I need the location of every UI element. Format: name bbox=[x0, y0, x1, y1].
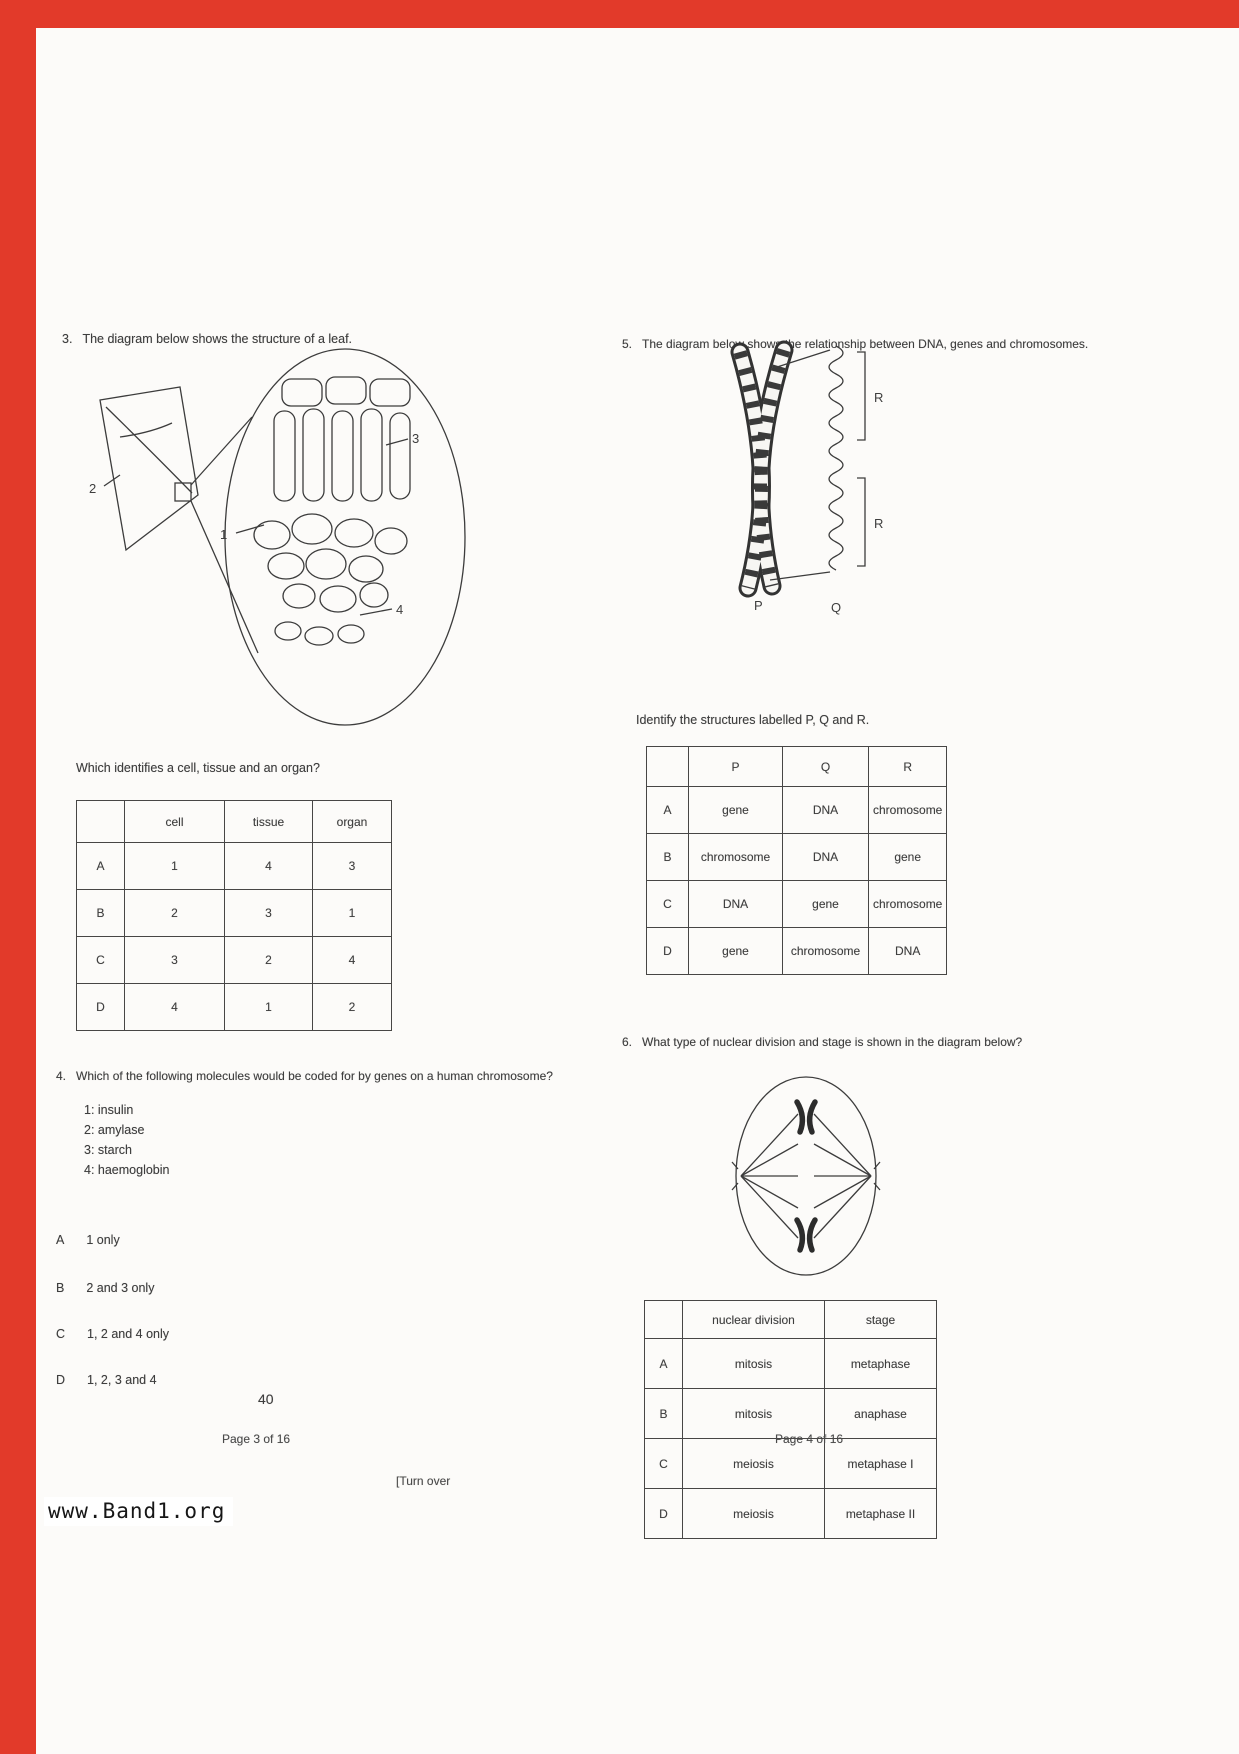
option-letter: B bbox=[647, 834, 689, 881]
cell: chromosome bbox=[689, 834, 783, 881]
cell: 2 bbox=[225, 937, 313, 984]
table-row bbox=[645, 1439, 937, 1489]
option-letter: D bbox=[647, 928, 689, 975]
cell: 4 bbox=[313, 937, 392, 984]
cell: 2 bbox=[125, 890, 225, 937]
page-number-left: Page 3 of 16 bbox=[222, 1432, 291, 1446]
leaf-wedge bbox=[100, 387, 198, 550]
leaf-label-1: 1 bbox=[220, 527, 228, 542]
table-header-row bbox=[647, 747, 947, 787]
label-r-bottom: R bbox=[874, 516, 884, 531]
watermark-url: www.Band1.org bbox=[44, 1497, 233, 1526]
table-row bbox=[645, 1489, 937, 1539]
cell: mitosis bbox=[683, 1389, 825, 1439]
option-letter: C bbox=[645, 1439, 683, 1489]
magnifier-ellipse bbox=[225, 349, 465, 725]
header-r: R bbox=[869, 747, 947, 787]
q6-answer-table bbox=[644, 1300, 937, 1539]
header-p: P bbox=[689, 747, 783, 787]
cell: mitosis bbox=[683, 1339, 825, 1389]
cell: 3 bbox=[225, 890, 313, 937]
label-4-line bbox=[360, 609, 392, 615]
header-q: Q bbox=[783, 747, 869, 787]
question-5-text: The diagram below shows the relationship between DNA, genes and chromosomes. bbox=[642, 337, 1089, 351]
q4-item-4: 4: haemoglobin bbox=[84, 1163, 170, 1177]
table-row bbox=[77, 984, 392, 1031]
header-stage: stage bbox=[825, 1301, 937, 1339]
q4-item-list bbox=[84, 1100, 169, 1180]
scan-red-bar-left bbox=[0, 0, 36, 1754]
question-3-text: The diagram below shows the structure of a leaf. bbox=[82, 332, 353, 346]
option-text: 1 only bbox=[86, 1233, 120, 1247]
q4-option-a bbox=[56, 1232, 120, 1249]
cell: 1 bbox=[313, 890, 392, 937]
cell: metaphase I bbox=[825, 1439, 937, 1489]
q5-answer-table bbox=[646, 746, 947, 975]
q4-item-1: 1: insulin bbox=[84, 1103, 134, 1117]
option-letter: B bbox=[56, 1281, 65, 1295]
cell: 3 bbox=[313, 843, 392, 890]
q4-option-d bbox=[56, 1372, 157, 1389]
dna-coil bbox=[829, 346, 843, 570]
label-p: P bbox=[754, 598, 763, 613]
table-row bbox=[77, 890, 392, 937]
table-header-row bbox=[77, 801, 392, 843]
upper-epidermis-cells bbox=[282, 377, 410, 406]
table-row bbox=[77, 843, 392, 890]
q4-item-3: 3: starch bbox=[84, 1143, 132, 1157]
cell: anaphase bbox=[825, 1389, 937, 1439]
cell: metaphase II bbox=[825, 1489, 937, 1539]
lower-epidermis-cells bbox=[275, 622, 364, 645]
page-number-right: Page 4 of 16 bbox=[775, 1432, 844, 1446]
question-3-prompt: Which identifies a cell, tissue and an organ? bbox=[76, 761, 320, 775]
cell: 1 bbox=[125, 843, 225, 890]
cell: chromosome bbox=[869, 881, 947, 928]
cell: DNA bbox=[869, 928, 947, 975]
nuclear-division-diagram bbox=[718, 1072, 898, 1282]
table-row bbox=[645, 1389, 937, 1439]
bracket-bottom bbox=[857, 478, 865, 566]
question-6-number: 6. bbox=[622, 1035, 633, 1049]
option-letter: C bbox=[647, 881, 689, 928]
q4-option-c bbox=[56, 1326, 169, 1343]
label-q: Q bbox=[831, 600, 842, 615]
cell: DNA bbox=[783, 834, 869, 881]
option-letter: C bbox=[56, 1327, 66, 1341]
cell: 3 bbox=[125, 937, 225, 984]
cell: 4 bbox=[125, 984, 225, 1031]
table-row bbox=[647, 881, 947, 928]
leaf-label-4: 4 bbox=[396, 602, 404, 617]
cell: gene bbox=[689, 787, 783, 834]
option-text: 1, 2, 3 and 4 bbox=[87, 1373, 157, 1387]
header-tissue: tissue bbox=[225, 801, 313, 843]
cell: gene bbox=[783, 881, 869, 928]
header-blank bbox=[77, 801, 125, 843]
cell: 2 bbox=[313, 984, 392, 1031]
header-blank bbox=[645, 1301, 683, 1339]
zoom-cone-line-bottom bbox=[191, 501, 258, 653]
option-text: 2 and 3 only bbox=[86, 1281, 155, 1295]
q3-answer-table bbox=[76, 800, 392, 1031]
header-blank bbox=[647, 747, 689, 787]
question-4-text: Which of the following molecules would be coded for by genes on a human chromosome? bbox=[76, 1069, 553, 1083]
label-3-line bbox=[386, 439, 408, 445]
cell: chromosome bbox=[783, 928, 869, 975]
spindle-fibres bbox=[741, 1114, 871, 1238]
leaf-structure-diagram bbox=[60, 345, 480, 745]
q4-option-b bbox=[56, 1280, 154, 1297]
turn-over-note: [Turn over bbox=[396, 1474, 451, 1488]
cell: metaphase bbox=[825, 1339, 937, 1389]
leaf-label-2: 2 bbox=[89, 481, 97, 496]
option-letter: D bbox=[77, 984, 125, 1031]
chromosomes-at-equator bbox=[797, 1102, 815, 1250]
option-letter: A bbox=[647, 787, 689, 834]
question-6-stem bbox=[622, 1034, 1022, 1050]
option-letter: A bbox=[645, 1339, 683, 1389]
header-nuclear-division: nuclear division bbox=[683, 1301, 825, 1339]
cell: 4 bbox=[225, 843, 313, 890]
table-row bbox=[645, 1339, 937, 1389]
table-header-row bbox=[645, 1301, 937, 1339]
question-4-number: 4. bbox=[56, 1069, 67, 1083]
question-5-number: 5. bbox=[622, 337, 633, 351]
option-letter: B bbox=[77, 890, 125, 937]
header-organ: organ bbox=[313, 801, 392, 843]
handwritten-mark: 40 bbox=[258, 1391, 274, 1407]
cell: DNA bbox=[783, 787, 869, 834]
option-letter: A bbox=[56, 1233, 65, 1247]
spongy-mesophyll-cells bbox=[254, 514, 407, 612]
bracket-top bbox=[857, 352, 865, 440]
q4-item-2: 2: amylase bbox=[84, 1123, 145, 1137]
label-1-line bbox=[236, 525, 264, 533]
cell: meiosis bbox=[683, 1439, 825, 1489]
question-3-number: 3. bbox=[62, 332, 73, 346]
zoom-cone-line-top bbox=[191, 417, 252, 485]
table-row bbox=[647, 787, 947, 834]
question-6-text: What type of nuclear division and stage is shown in the diagram below? bbox=[642, 1035, 1023, 1049]
cell: gene bbox=[869, 834, 947, 881]
question-4-stem bbox=[56, 1068, 553, 1084]
table-row bbox=[647, 834, 947, 881]
option-letter: B bbox=[645, 1389, 683, 1439]
scan-red-bar-top bbox=[0, 0, 1239, 28]
table-row bbox=[647, 928, 947, 975]
table-row bbox=[77, 937, 392, 984]
label-2-line bbox=[104, 475, 120, 486]
chromosome-dna-diagram bbox=[660, 340, 980, 630]
cell: chromosome bbox=[869, 787, 947, 834]
option-letter: A bbox=[77, 843, 125, 890]
cell: DNA bbox=[689, 881, 783, 928]
label-r-top: R bbox=[874, 390, 884, 405]
cell: gene bbox=[689, 928, 783, 975]
palisade-cells bbox=[274, 409, 410, 501]
cell: meiosis bbox=[683, 1489, 825, 1539]
cell: 1 bbox=[225, 984, 313, 1031]
header-cell: cell bbox=[125, 801, 225, 843]
chromosome-x-shape bbox=[740, 350, 784, 588]
option-letter: C bbox=[77, 937, 125, 984]
question-5-prompt: Identify the structures labelled P, Q and R. bbox=[636, 713, 870, 727]
option-letter: D bbox=[645, 1489, 683, 1539]
option-text: 1, 2 and 4 only bbox=[87, 1327, 170, 1341]
option-letter: D bbox=[56, 1373, 66, 1387]
leaf-label-3: 3 bbox=[412, 431, 420, 446]
